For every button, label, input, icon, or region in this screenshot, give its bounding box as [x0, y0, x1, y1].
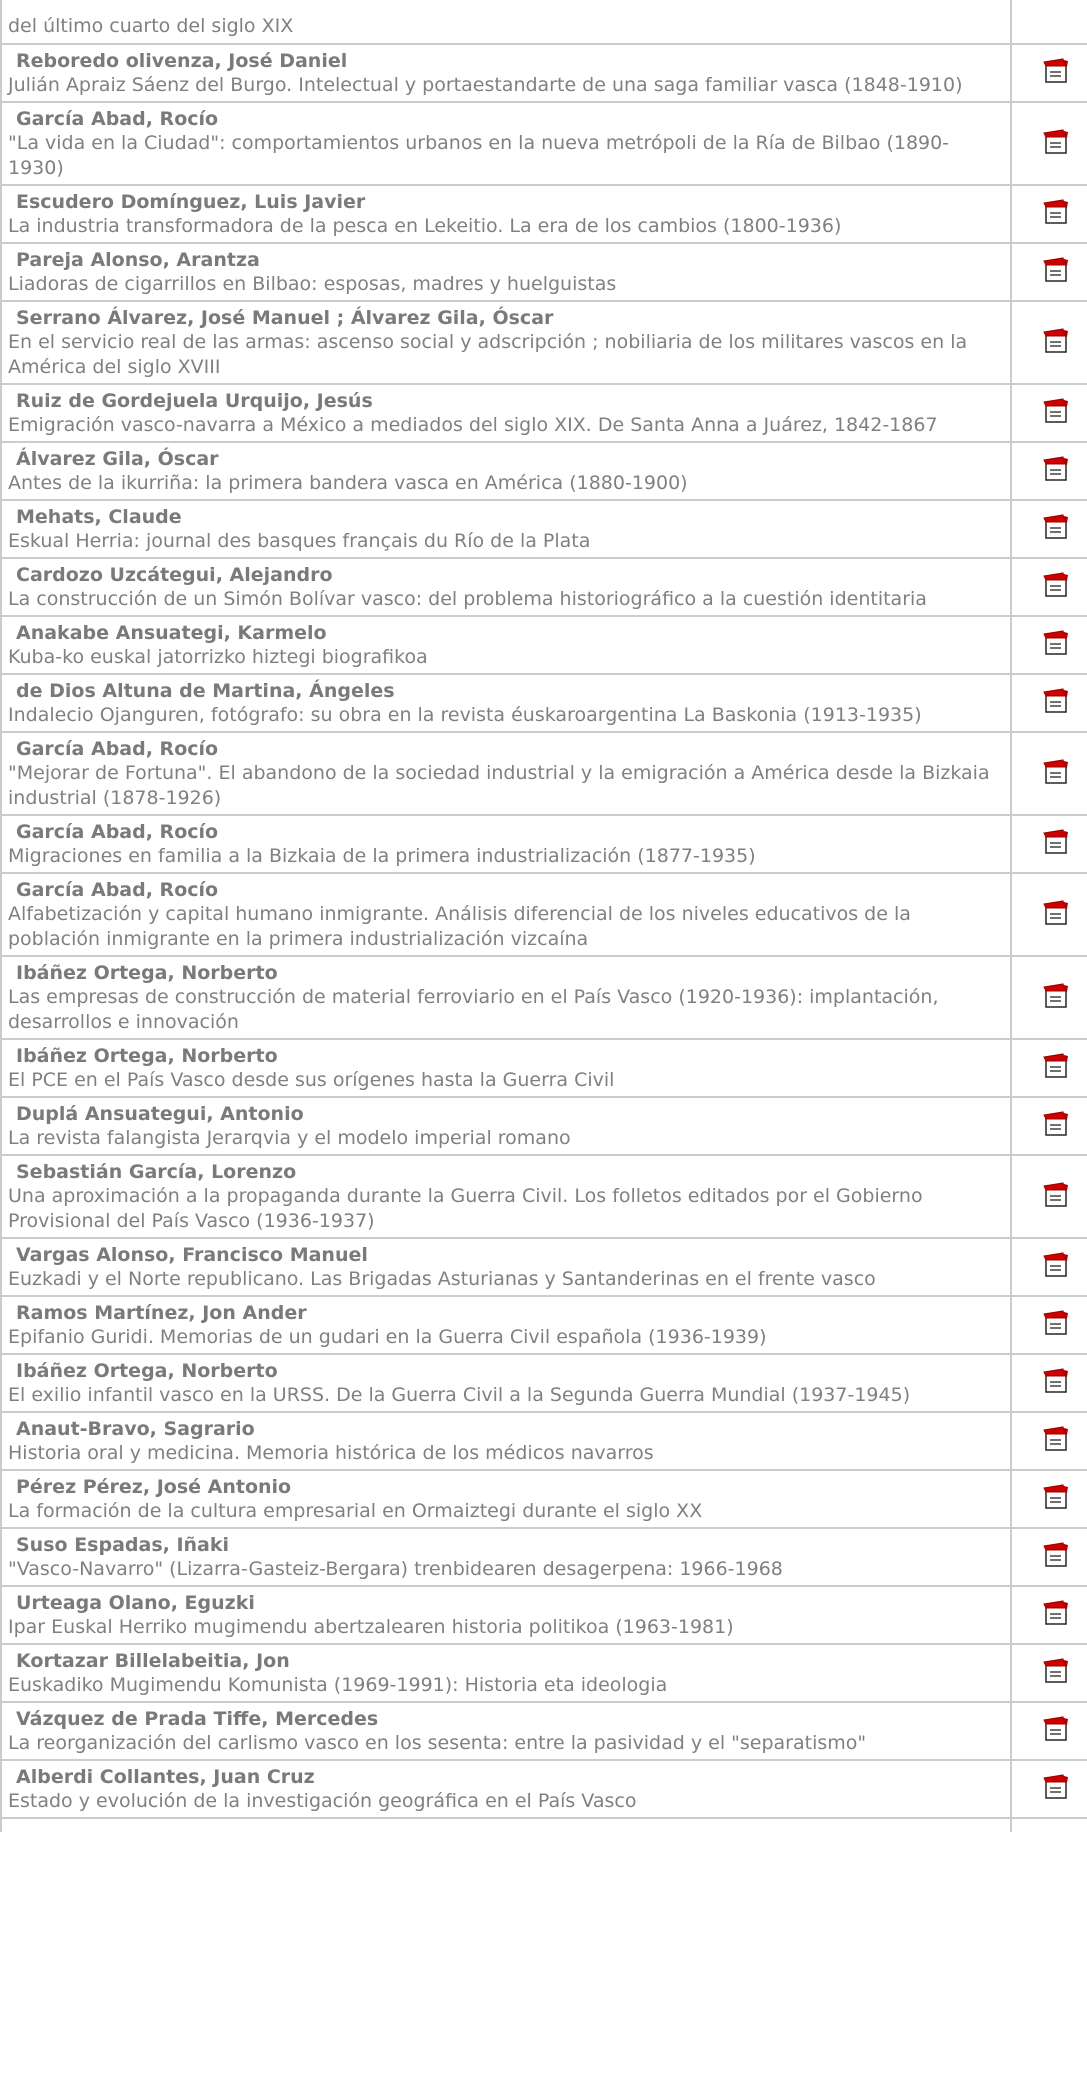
- article-author[interactable]: Vargas Alonso, Francisco Manuel: [16, 1244, 368, 1266]
- pdf-cell: [1011, 674, 1087, 732]
- entry-cell: [1, 1097, 1011, 1155]
- entry-cell: [1, 674, 1011, 732]
- pdf-icon[interactable]: [1043, 1716, 1071, 1742]
- pdf-icon[interactable]: [1043, 456, 1071, 482]
- article-title[interactable]: Indalecio Ojanguren, fotógrafo: su obra en la revista éuskaroargentina La Baskonia (1913-1935): [8, 704, 922, 726]
- pdf-icon-graphic: [1043, 1542, 1071, 1568]
- partial-row: [1, 0, 1087, 44]
- pdf-icon-graphic: [1043, 1600, 1071, 1626]
- pdf-cell: [1011, 1412, 1087, 1470]
- pdf-icon[interactable]: [1043, 1111, 1071, 1137]
- entry-cell: [1, 1702, 1011, 1760]
- article-title[interactable]: "Mejorar de Fortuna". El abandono de la sociedad industrial y la emigración a América desde la Bizkaia industrial (1878-1926): [8, 762, 990, 809]
- pdf-icon-graphic: [1043, 1426, 1071, 1452]
- article-author[interactable]: Kortazar Billelabeitia, Jon: [16, 1650, 290, 1672]
- article-title[interactable]: En el servicio real de las armas: ascenso social y adscripción ; nobiliaria de los militares vascos en la América del siglo XVIII: [8, 331, 968, 378]
- article-author[interactable]: García Abad, Rocío: [16, 821, 219, 843]
- pdf-icon[interactable]: [1043, 1368, 1071, 1394]
- pdf-icon[interactable]: [1043, 1426, 1071, 1452]
- table-row: [1, 558, 1087, 616]
- article-title-fragment: del último cuarto del siglo XIX: [8, 15, 294, 37]
- pdf-icon-graphic: [1043, 58, 1071, 84]
- pdf-icon[interactable]: [1043, 1542, 1071, 1568]
- pdf-icon-graphic: [1043, 983, 1071, 1009]
- entry-cell: [1, 0, 1011, 44]
- pdf-icon-graphic: [1043, 456, 1071, 482]
- table-row: [1, 185, 1087, 243]
- article-author[interactable]: Pérez Pérez, José Antonio: [16, 1476, 292, 1498]
- pdf-icon[interactable]: [1043, 688, 1071, 714]
- table-row: [1, 674, 1087, 732]
- article-author[interactable]: Duplá Ansuategui, Antonio: [16, 1103, 304, 1125]
- pdf-cell: [1011, 1238, 1087, 1296]
- pdf-icon[interactable]: [1043, 1600, 1071, 1626]
- table-row: [1, 1412, 1087, 1470]
- pdf-icon[interactable]: [1043, 328, 1071, 354]
- article-title[interactable]: Migraciones en familia a la Bizkaia de la primera industrialización (1877-1935): [8, 845, 756, 867]
- pdf-cell: [1011, 243, 1087, 301]
- article-author[interactable]: García Abad, Rocío: [16, 879, 219, 901]
- pdf-icon[interactable]: [1043, 983, 1071, 1009]
- article-title[interactable]: Estado y evolución de la investigación geográfica en el País Vasco: [8, 1790, 637, 1812]
- table-row: [1, 442, 1087, 500]
- table-row: [1, 301, 1087, 384]
- article-author[interactable]: Suso Espadas, Iñaki: [16, 1534, 230, 1556]
- pdf-icon[interactable]: [1043, 1252, 1071, 1278]
- pdf-icon-graphic: [1043, 900, 1071, 926]
- article-author[interactable]: Urteaga Olano, Eguzki: [16, 1592, 255, 1614]
- entry-cell: [1, 500, 1011, 558]
- article-title[interactable]: Julián Apraiz Sáenz del Burgo. Intelectual y portaestandarte de una saga familiar vasca (1848-1910): [8, 74, 963, 96]
- entry-cell: [1, 243, 1011, 301]
- article-title[interactable]: Liadoras de cigarrillos en Bilbao: esposas, madres y huelguistas: [8, 273, 617, 295]
- pdf-cell: [1011, 301, 1087, 384]
- article-author[interactable]: de Dios Altuna de Martina, Ángeles: [16, 680, 395, 702]
- table-row: [1, 815, 1087, 873]
- partial-row-bottom: [1, 1818, 1087, 1832]
- pdf-cell: [1011, 1470, 1087, 1528]
- entry-cell: [1, 102, 1011, 185]
- entry-cell: [1, 558, 1011, 616]
- pdf-cell: [1011, 442, 1087, 500]
- table-row: [1, 243, 1087, 301]
- entry-cell: [1, 1644, 1011, 1702]
- pdf-cell: [1011, 815, 1087, 873]
- pdf-cell: [1011, 44, 1087, 102]
- article-author[interactable]: García Abad, Rocío: [16, 738, 219, 760]
- table-row: [1, 616, 1087, 674]
- entry-cell: [1, 1528, 1011, 1586]
- article-title[interactable]: La formación de la cultura empresarial en Ormaiztegi durante el siglo XX: [8, 1500, 703, 1522]
- entry-cell: [1, 384, 1011, 442]
- table-row: [1, 1238, 1087, 1296]
- table-row: [1, 1039, 1087, 1097]
- pdf-icon[interactable]: [1043, 1053, 1071, 1079]
- pdf-icon[interactable]: [1043, 829, 1071, 855]
- table-row: [1, 384, 1087, 442]
- pdf-icon[interactable]: [1043, 1658, 1071, 1684]
- table-row: [1, 1586, 1087, 1644]
- pdf-cell: [1011, 185, 1087, 243]
- article-title[interactable]: La construcción de un Simón Bolívar vasco: del problema historiográfico a la cuestión identitaria: [8, 588, 927, 610]
- pdf-icon-graphic: [1043, 1182, 1071, 1208]
- article-title[interactable]: Epifanio Guridi. Memorias de un gudari en la Guerra Civil española (1936-1939): [8, 1326, 767, 1348]
- pdf-icon-graphic: [1043, 1716, 1071, 1742]
- entry-cell: [1, 1586, 1011, 1644]
- pdf-icon[interactable]: [1043, 514, 1071, 540]
- pdf-icon[interactable]: [1043, 900, 1071, 926]
- pdf-icon-graphic: [1043, 688, 1071, 714]
- table-row: [1, 1354, 1087, 1412]
- entry-cell: [1, 1296, 1011, 1354]
- table-row: [1, 1644, 1087, 1702]
- article-author[interactable]: Ruiz de Gordejuela Urquijo, Jesús: [16, 390, 373, 412]
- article-title[interactable]: Una aproximación a la propaganda durante la Guerra Civil. Los folletos editados por el Gobierno Provisional del País Vasco (1936-1937): [8, 1185, 923, 1232]
- table-row: [1, 1760, 1087, 1818]
- article-author[interactable]: Mehats, Claude: [16, 506, 182, 528]
- pdf-icon[interactable]: [1043, 129, 1071, 155]
- article-author[interactable]: Sebastián García, Lorenzo: [16, 1161, 297, 1183]
- pdf-cell: [1011, 1296, 1087, 1354]
- pdf-icon-graphic: [1043, 1484, 1071, 1510]
- article-title[interactable]: Antes de la ikurriña: la primera bandera vasca en América (1880-1900): [8, 472, 688, 494]
- article-author[interactable]: García Abad, Rocío: [16, 108, 219, 130]
- entry-cell: [1, 185, 1011, 243]
- table-row: [1, 956, 1087, 1039]
- pdf-icon[interactable]: [1043, 257, 1071, 283]
- entry-cell-empty: [1, 1818, 1011, 1832]
- entry-cell: [1, 616, 1011, 674]
- pdf-icon[interactable]: [1043, 398, 1071, 424]
- pdf-cell: [1011, 956, 1087, 1039]
- article-author[interactable]: Ramos Martínez, Jon Ander: [16, 1302, 307, 1324]
- entry-cell: [1, 956, 1011, 1039]
- pdf-cell: [1011, 616, 1087, 674]
- entry-cell: [1, 442, 1011, 500]
- pdf-icon[interactable]: [1043, 1484, 1071, 1510]
- article-title[interactable]: Alfabetización y capital humano inmigrante. Análisis diferencial de los niveles educativos de la población inmigrante en la primera industrialización vizcaína: [8, 903, 911, 950]
- pdf-cell: [1011, 1760, 1087, 1818]
- article-author[interactable]: Ibáñez Ortega, Norberto: [16, 1360, 278, 1382]
- entry-cell: [1, 1354, 1011, 1412]
- entry-cell: [1, 1470, 1011, 1528]
- article-title[interactable]: El exilio infantil vasco en la URSS. De la Guerra Civil a la Segunda Guerra Mundial (1937-1945): [8, 1384, 911, 1406]
- article-title[interactable]: Euskadiko Mugimendu Komunista (1969-1991): Historia eta ideologia: [8, 1674, 668, 1696]
- article-title[interactable]: La reorganización del carlismo vasco en los sesenta: entre la pasividad y el "separatismo": [8, 1732, 867, 1754]
- table-row: [1, 1528, 1087, 1586]
- table-row: [1, 1702, 1087, 1760]
- pdf-icon[interactable]: [1043, 199, 1071, 225]
- article-author[interactable]: Anaut-Bravo, Sagrario: [16, 1418, 255, 1440]
- article-title[interactable]: El PCE en el País Vasco desde sus orígenes hasta la Guerra Civil: [8, 1069, 615, 1091]
- pdf-cell: [1011, 500, 1087, 558]
- pdf-icon-graphic: [1043, 514, 1071, 540]
- pdf-icon-graphic: [1043, 129, 1071, 155]
- pdf-icon[interactable]: [1043, 572, 1071, 598]
- pdf-icon-graphic: [1043, 630, 1071, 656]
- pdf-icon[interactable]: [1043, 759, 1071, 785]
- article-author[interactable]: Escudero Domínguez, Luis Javier: [16, 191, 366, 213]
- entry-cell: [1, 873, 1011, 956]
- pdf-cell: [1011, 1354, 1087, 1412]
- table-row: [1, 873, 1087, 956]
- article-title[interactable]: Historia oral y medicina. Memoria histórica de los médicos navarros: [8, 1442, 654, 1464]
- pdf-icon-graphic: [1043, 1053, 1071, 1079]
- pdf-cell: [1011, 873, 1087, 956]
- table-row: [1, 1296, 1087, 1354]
- article-title[interactable]: "Vasco-Navarro" (Lizarra-Gasteiz-Bergara) trenbidearen desagerpena: 1966-1968: [8, 1558, 783, 1580]
- entry-cell: [1, 1760, 1011, 1818]
- pdf-icon[interactable]: [1043, 1310, 1071, 1336]
- pdf-cell-empty: [1011, 1818, 1087, 1832]
- article-title[interactable]: Euzkadi y el Norte republicano. Las Brigadas Asturianas y Santanderinas en el frente vasco: [8, 1268, 876, 1290]
- pdf-icon[interactable]: [1043, 1182, 1071, 1208]
- article-title[interactable]: Emigración vasco-navarra a México a mediados del siglo XIX. De Santa Anna a Juárez, 1842-1867: [8, 414, 938, 436]
- pdf-icon-graphic: [1043, 1310, 1071, 1336]
- pdf-cell: [1011, 1097, 1087, 1155]
- article-author[interactable]: Ibáñez Ortega, Norberto: [16, 962, 278, 984]
- pdf-icon[interactable]: [1043, 630, 1071, 656]
- pdf-icon-graphic: [1043, 199, 1071, 225]
- pdf-cell: [1011, 1586, 1087, 1644]
- pdf-icon-graphic: [1043, 1252, 1071, 1278]
- entry-cell: [1, 1155, 1011, 1238]
- article-author[interactable]: Álvarez Gila, Óscar: [16, 448, 219, 470]
- entry-cell: [1, 301, 1011, 384]
- entry-cell: [1, 815, 1011, 873]
- pdf-icon-graphic: [1043, 257, 1071, 283]
- pdf-icon-graphic: [1043, 398, 1071, 424]
- pdf-cell: [1011, 558, 1087, 616]
- article-author[interactable]: Pareja Alonso, Arantza: [16, 249, 260, 271]
- table-row: [1, 102, 1087, 185]
- table-row: [1, 44, 1087, 102]
- article-author[interactable]: Serrano Álvarez, José Manuel ; Álvarez Gila, Óscar: [16, 307, 554, 329]
- table-row: [1, 732, 1087, 815]
- article-title[interactable]: Las empresas de construcción de material ferroviario en el País Vasco (1920-1936): implantación, desarrollos e innovación: [8, 986, 939, 1033]
- article-author[interactable]: Vázquez de Prada Tiffe, Mercedes: [16, 1708, 379, 1730]
- entry-cell: [1, 732, 1011, 815]
- entry-cell: [1, 44, 1011, 102]
- table-row: [1, 1470, 1087, 1528]
- pdf-cell-empty: [1011, 0, 1087, 44]
- article-title[interactable]: Kuba-ko euskal jatorrizko hiztegi biografikoa: [8, 646, 428, 668]
- table-row: [1, 1155, 1087, 1238]
- pdf-cell: [1011, 102, 1087, 185]
- pdf-cell: [1011, 1528, 1087, 1586]
- pdf-icon-graphic: [1043, 1368, 1071, 1394]
- article-title[interactable]: Eskual Herria: journal des basques français du Río de la Plata: [8, 530, 591, 552]
- pdf-icon-graphic: [1043, 328, 1071, 354]
- article-title[interactable]: Ipar Euskal Herriko mugimendu abertzalearen historia politikoa (1963-1981): [8, 1616, 734, 1638]
- article-author[interactable]: Anakabe Ansuategi, Karmelo: [16, 622, 327, 644]
- pdf-icon-graphic: [1043, 759, 1071, 785]
- pdf-cell: [1011, 1039, 1087, 1097]
- article-author[interactable]: Reboredo olivenza, José Daniel: [16, 50, 348, 72]
- table-row: [1, 1097, 1087, 1155]
- entry-cell: [1, 1039, 1011, 1097]
- table-row: [1, 500, 1087, 558]
- entry-cell: [1, 1238, 1011, 1296]
- pdf-cell: [1011, 1155, 1087, 1238]
- pdf-cell: [1011, 384, 1087, 442]
- pdf-icon-graphic: [1043, 829, 1071, 855]
- article-author[interactable]: Cardozo Uzcátegui, Alejandro: [16, 564, 333, 586]
- pdf-cell: [1011, 1644, 1087, 1702]
- article-author[interactable]: Alberdi Collantes, Juan Cruz: [16, 1766, 315, 1788]
- entry-cell: [1, 1412, 1011, 1470]
- article-title[interactable]: La revista falangista Jerarqvia y el modelo imperial romano: [8, 1127, 571, 1149]
- pdf-icon[interactable]: [1043, 1774, 1071, 1800]
- pdf-icon[interactable]: [1043, 58, 1071, 84]
- article-title[interactable]: La industria transformadora de la pesca en Lekeitio. La era de los cambios (1800-1936): [8, 215, 842, 237]
- pdf-cell: [1011, 732, 1087, 815]
- article-author[interactable]: Ibáñez Ortega, Norberto: [16, 1045, 278, 1067]
- pdf-icon-graphic: [1043, 1774, 1071, 1800]
- pdf-icon-graphic: [1043, 1658, 1071, 1684]
- pdf-cell: [1011, 1702, 1087, 1760]
- pdf-icon-graphic: [1043, 1111, 1071, 1137]
- article-title[interactable]: "La vida en la Ciudad": comportamientos urbanos en la nueva metrópoli de la Ría de Bilbao (1890-1930): [8, 132, 950, 179]
- pdf-icon-graphic: [1043, 572, 1071, 598]
